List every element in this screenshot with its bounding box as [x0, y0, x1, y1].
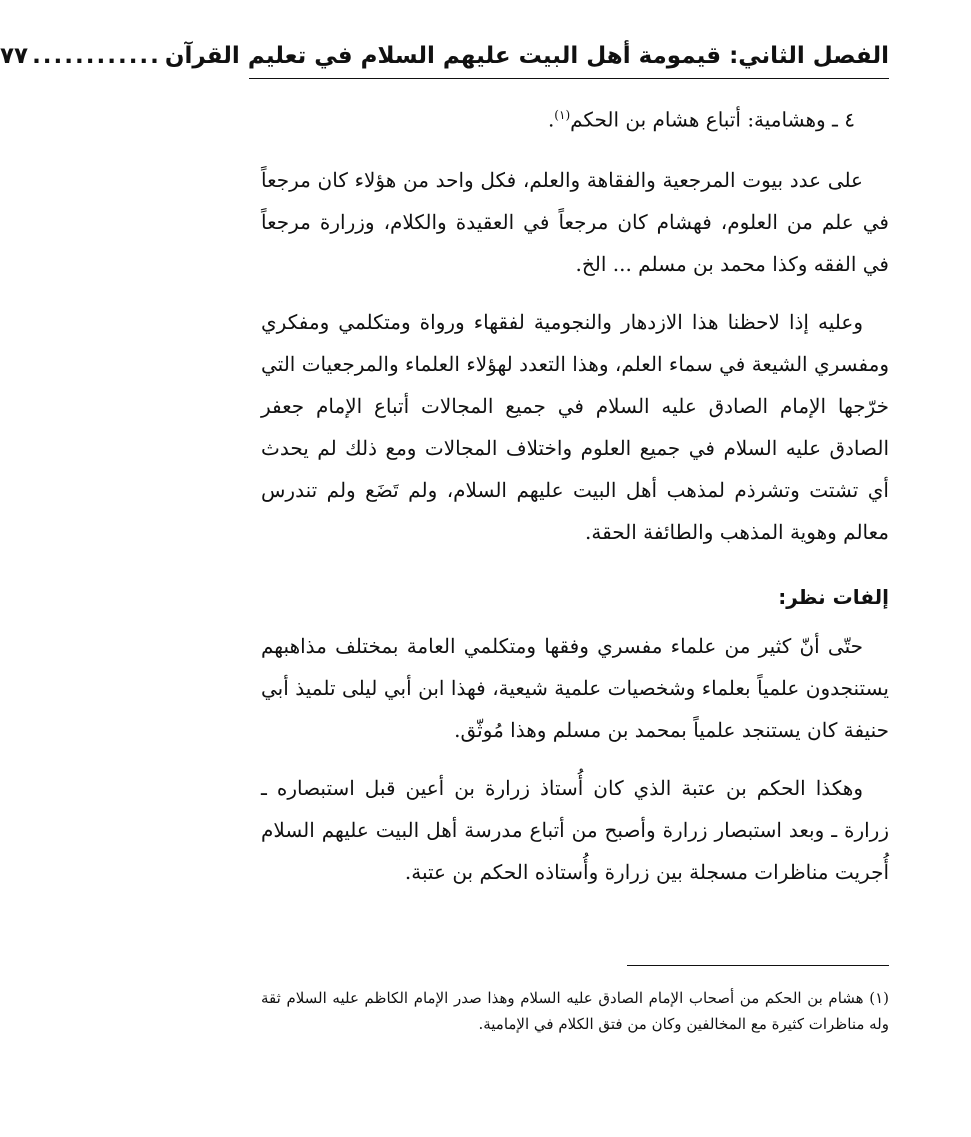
running-header [0, 34, 889, 79]
header-leader-dots: ............ [32, 43, 161, 69]
main-text [261, 94, 889, 909]
footnotes [261, 985, 889, 1037]
section-heading: إلفات نظر: [778, 584, 889, 609]
footnote-ref[interactable]: (١) [554, 108, 571, 122]
page-number: ٧٧ [0, 43, 29, 69]
paragraph-1: على عدد بيوت المرجعية والفقاهة والعلم، فكل واحد من هؤلاء كان مرجعاً في علم من العلوم، فهشام كان مرجعاً في العقيدة والكلام، وزرارة مرجعاً في الفقه وكذا محمد بن مسلم ... الخ. [261, 167, 889, 276]
footnote-1: (١) هشام بن الحكم من أصحاب الإمام الصادق عليه السلام وهذا صدر الإمام الكاظم عليه السلام ثقة وله مناظرات كثيرة مع المخالفين وكان من فتق الكلام في الإمامية. [261, 989, 889, 1033]
list-item-end: . [547, 107, 555, 132]
list-item-text: ٤ ـ وهشامية: أتباع هشام بن الحكم [570, 107, 855, 132]
paragraph-3: حتّى أنّ كثير من علماء مفسري وفقها ومتكلمي العامة بمختلف مذاهبهم يستنجدون علمياً بعلماء وشخصيات علمية شيعية، فهذا ابن أبي ليلى تلميذ أبي حنيفة كان يستنجد علمياً بمحمد بن مسلم وهذا مُوثّق. [261, 633, 889, 742]
paragraph-4: وهكذا الحكم بن عتبة الذي كان أُستاذ زرارة بن أعين قبل استبصاره ـ زرارة ـ وبعد استبصار زرارة وأصبح من أتباع مدرسة أهل البيت عليهم السلام أُجريت مناظرات مسجلة بين زرارة وأُستاذه الحكم بن عتبة. [261, 775, 889, 884]
footnote-divider [627, 965, 889, 966]
paragraph-2: وعليه إذا لاحظنا هذا الازدهار والنجومية لفقهاء ورواة ومتكلمي ومفكري ومفسري الشيعة في سماء العلم، وهذا التعدد لهؤلاء العلماء والمرجعيات التي خرّجها الإمام الصادق عليه السلام في جميع المجالات أتباع الإمام جعفر الصادق عليه السلام في جميع العلوم واختلاف المجالات ومع ذلك لم يحدث أي تشتت وتشرذم لمذهب أهل البيت عليهم السلام، ولم تَضَع ولم تندرس معالم وهوية المذهب والطائفة الحقة. [261, 309, 889, 544]
list-item-4 [261, 94, 889, 141]
chapter-title: الفصل الثاني: قيمومة أهل البيت عليهم السلام في تعليم القرآن [164, 43, 889, 69]
